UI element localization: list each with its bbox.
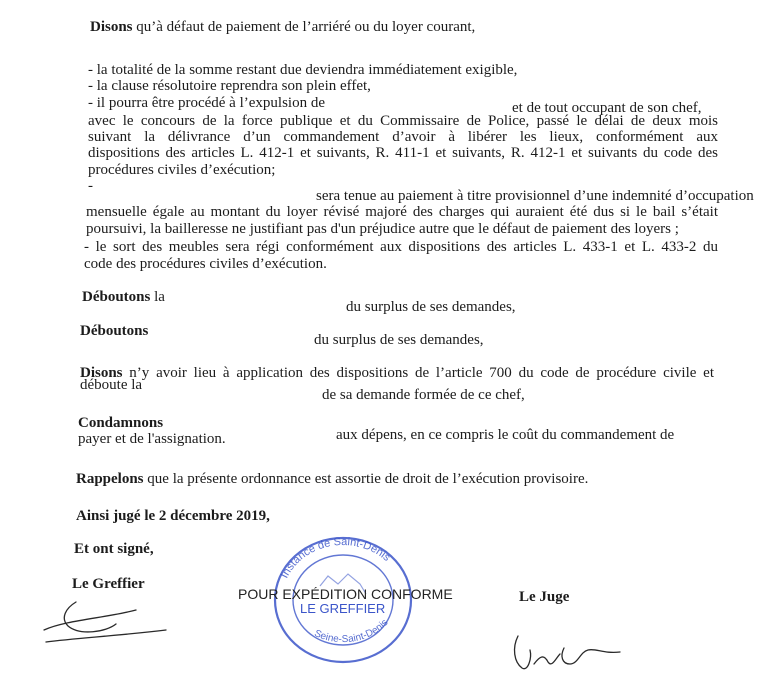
list-line-10: poursuivi, la bailleresse ne justifiant pas d'un préjudice autre que le défaut de paiement des loyers ;	[86, 221, 679, 237]
greffier-label: Le Greffier	[72, 576, 145, 592]
svg-text:Seine-Saint-Denis	[313, 617, 391, 645]
list-line-7: procédures civiles d’exécution;	[88, 162, 276, 178]
jugement-date: Ainsi jugé le 2 décembre 2019,	[76, 508, 270, 524]
deboutons-1-bold: Déboutons	[82, 289, 151, 305]
disons-2-text: n’y avoir lieu à application des dispositions de l’article 700 du code de procédure civile et	[122, 365, 714, 381]
list-line-3b: et de tout occupant de son chef,	[512, 100, 702, 116]
svg-text:Instance de Saint-Denis	[279, 536, 393, 580]
list-line-3a: - il pourra être procédé à l’expulsion de	[88, 95, 325, 111]
list-line-8a: -	[88, 178, 93, 194]
deboutons-1-rest: du surplus de ses demandes,	[346, 299, 516, 315]
deboutons-1-line	[82, 288, 165, 306]
list-line-5: suivant la délivrance d’un commandement d’avoir à libérer les lieux, conformément aux	[88, 129, 718, 145]
list-line-9: mensuelle égale au montant du loyer révisé majoré des charges qui auraient été dus si le bail s’était	[86, 204, 718, 220]
greffier-signature	[36, 590, 176, 650]
rappelons-line	[76, 470, 588, 488]
stamp-ring-text: Instance de Saint-Denis	[278, 535, 393, 581]
list-line-8b: sera tenue au paiement à titre provisionnel d’une indemnité d’occupation	[316, 188, 754, 204]
juge-label: Le Juge	[519, 589, 570, 605]
disons-2-line	[80, 364, 714, 382]
list-line-1: - la totalité de la somme restant due deviendra immédiatement exigible,	[88, 62, 518, 78]
condamnons-line-2: payer et de l'assignation.	[78, 431, 226, 447]
list-line-12: code des procédures civiles d’exécution.	[84, 256, 327, 272]
list-line-11: - le sort des meubles sera régi conformément aux dispositions des articles L. 433-1 et L. 433-2 du	[84, 239, 718, 255]
et-ont-signe: Et ont signé,	[74, 541, 154, 557]
intro-line	[90, 18, 475, 36]
list-line-4: avec le concours de la force publique et du Commissaire de Police, passé le délai de deux mois	[88, 113, 718, 129]
stamp-greffier-text: LE GREFFIER	[300, 601, 386, 616]
deboutons-1-text: la	[150, 289, 165, 305]
disons-2-line-2b: de sa demande formée de ce chef,	[322, 387, 525, 403]
intro-text: qu’à défaut de paiement de l’arriéré ou du loyer courant,	[132, 19, 476, 35]
condamnons-rest: aux dépens, en ce compris le coût du commandement de	[336, 427, 675, 443]
condamnons-bold: Condamnons	[78, 415, 164, 431]
rappelons-bold: Rappelons	[76, 471, 144, 487]
stamp-expedition-text: POUR EXPÉDITION CONFORME	[238, 586, 453, 602]
rappelons-text: que la présente ordonnance est assortie de droit de l’exécution provisoire.	[143, 471, 589, 487]
intro-bold: Disons	[90, 19, 133, 35]
stamp-ring-bottom-text: Seine-Saint-Denis	[312, 617, 391, 646]
list-line-6: dispositions des articles L. 412-1 et suivants, R. 411-1 et suivants, R. 412-1 et suivants du code des	[88, 145, 718, 161]
deboutons-2-bold: Déboutons	[80, 323, 149, 339]
disons-2-line-2a: déboute la	[80, 377, 143, 393]
deboutons-2-rest: du surplus de ses demandes,	[314, 332, 484, 348]
list-line-2: - la clause résolutoire reprendra son plein effet,	[88, 78, 371, 94]
juge-signature	[508, 628, 628, 676]
disons-2-bold: Disons	[80, 365, 123, 381]
